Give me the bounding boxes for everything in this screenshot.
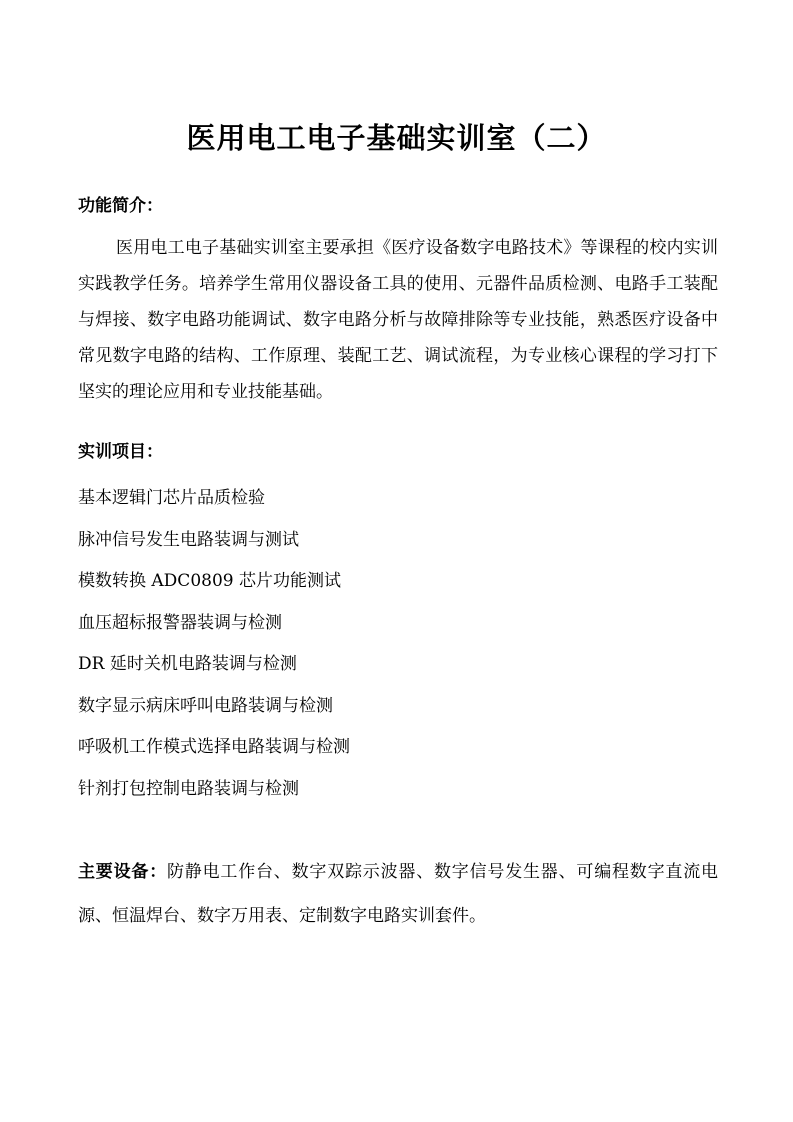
project-item: DR 延时关机电路装调与检测 xyxy=(78,654,297,674)
page-title: 医用电工电子基础实训室（二） xyxy=(186,121,607,155)
equipment-label: 主要设备： xyxy=(78,862,167,882)
equipment-paragraph xyxy=(78,850,718,938)
project-item: 呼吸机工作模式选择电路装调与检测 xyxy=(78,737,350,757)
project-item: 针剂打包控制电路装调与检测 xyxy=(78,778,299,799)
project-item: 模数转换 ADC0809 芯片功能测试 xyxy=(78,571,341,591)
project-item: 血压超标报警器装调与检测 xyxy=(78,612,282,633)
intro-heading: 功能简介： xyxy=(78,196,163,216)
project-item: 脉冲信号发生电路装调与测试 xyxy=(78,529,299,550)
intro-paragraph: 医用电工电子基础实训室主要承担《医疗设备数字电路技术》等课程的校内实训实践教学任务。培养学生常用仪器设备工具的使用、元器件品质检测、电路手工装配与焊接、数字电路功能调试、数字电路分析与故障排除等专业技能，熟悉医疗设备中常见数字电路的结构、工作原理、装配工艺、调试流程，为专业核心课程的学习打下坚实的理论应用和专业技能基础。 xyxy=(78,238,718,402)
equipment-text: 防静电工作台、数字双踪示波器、数字信号发生器、可编程数字直流电源、恒温焊台、数字万用表、定制数字电路实训套件。 xyxy=(78,862,718,926)
project-item: 数字显示病床呼叫电路装调与检测 xyxy=(78,695,333,716)
projects-heading: 实训项目： xyxy=(78,442,163,462)
projects-list xyxy=(78,478,350,810)
project-item: 基本逻辑门芯片品质检验 xyxy=(78,488,265,508)
